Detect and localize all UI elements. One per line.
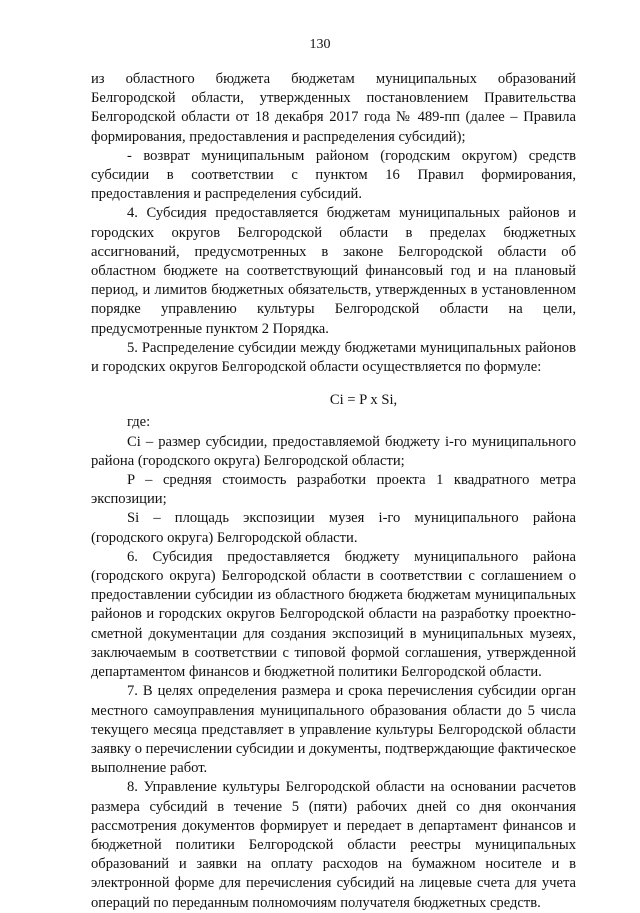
paragraph-continuation: из областного бюджета бюджетам муниципальных образований Белгородской области, утвержденных постановлением Правительства Белгородской области от 18 декабря 2017 года № 489-пп (далее – Правила формирования, предоставления и распределения субсидий);: [91, 71, 576, 145]
formula-definition-si: Si – площадь экспозиции музея i-го муниципального района (городского округа) Белгородской области.: [91, 510, 576, 546]
formula: Ci = P x Si,: [329, 392, 398, 409]
formula-where-label: где:: [127, 414, 151, 431]
paragraph-item-8: 8. Управление культуры Белгородской области на основании расчетов размера субсидий в течение 5 (пяти) рабочих дней со дня окончания рассмотрения документов формирует и передает в департамент финансов и бюджетной политики Белгородской области реестры муниципальных образований и заявки на оплату расходов на бумажном носителе и в электронной форме для перечисления субсидий на лицевые счета для учета операций по переданным полномочиям получателя бюджетных средств.: [91, 779, 576, 911]
document-body: [91, 70, 576, 913]
paragraph-item-6: 6. Субсидия предоставляется бюджету муниципального района (городского округа) Белгородской области в соответствии с соглашением о предоставлении субсидии из областного бюджета бюджетам муниципальных районов и городских округов Белгородской области на разработку проектно-сметной документации для создания экспозиций в муниципальных музеях, заключаемым в соответствии с типовой формой соглашения, утвержденной департаментом финансов и бюджетной политики Белгородской области.: [91, 548, 576, 681]
paragraph-dash-item: - возврат муниципальным районом (городским округом) средств субсидии в соответствии с пунктом 16 Правил формирования, предоставления и распределения субсидий.: [91, 147, 576, 203]
page-number: 130: [309, 37, 331, 52]
paragraph-item-4: 4. Субсидия предоставляется бюджетам муниципальных районов и городских округов Белгородской области в пределах бюджетных ассигнований, предусмотренных в законе Белгородской области об областном бюджете на соответствующий финансовый год и на плановый период, и лимитов бюджетных обязательств, утвержденных в установленном порядке управлению культуры Белгородской области на цели, предусмотренные пунктом 2 Порядка.: [91, 205, 576, 337]
paragraph-item-7: 7. В целях определения размера и срока перечисления субсидии орган местного самоуправления муниципального образования области до 5 числа текущего месяца представляет в управление культуры Белгородской области заявку о перечислении субсидии и документы, подтверждающие фактическое выполнение работ.: [91, 683, 576, 777]
formula-definition-ci: Ci – размер субсидии, предоставляемой бюджету i-го муниципального района (городского округа) Белгородской области;: [91, 433, 576, 469]
formula-definition-p: P – средняя стоимость разработки проекта 1 квадратного метра экспозиции;: [91, 472, 576, 508]
paragraph-item-5: 5. Распределение субсидии между бюджетами муниципальных районов и городских округов Белгородской области осуществляется по формуле:: [91, 339, 576, 376]
